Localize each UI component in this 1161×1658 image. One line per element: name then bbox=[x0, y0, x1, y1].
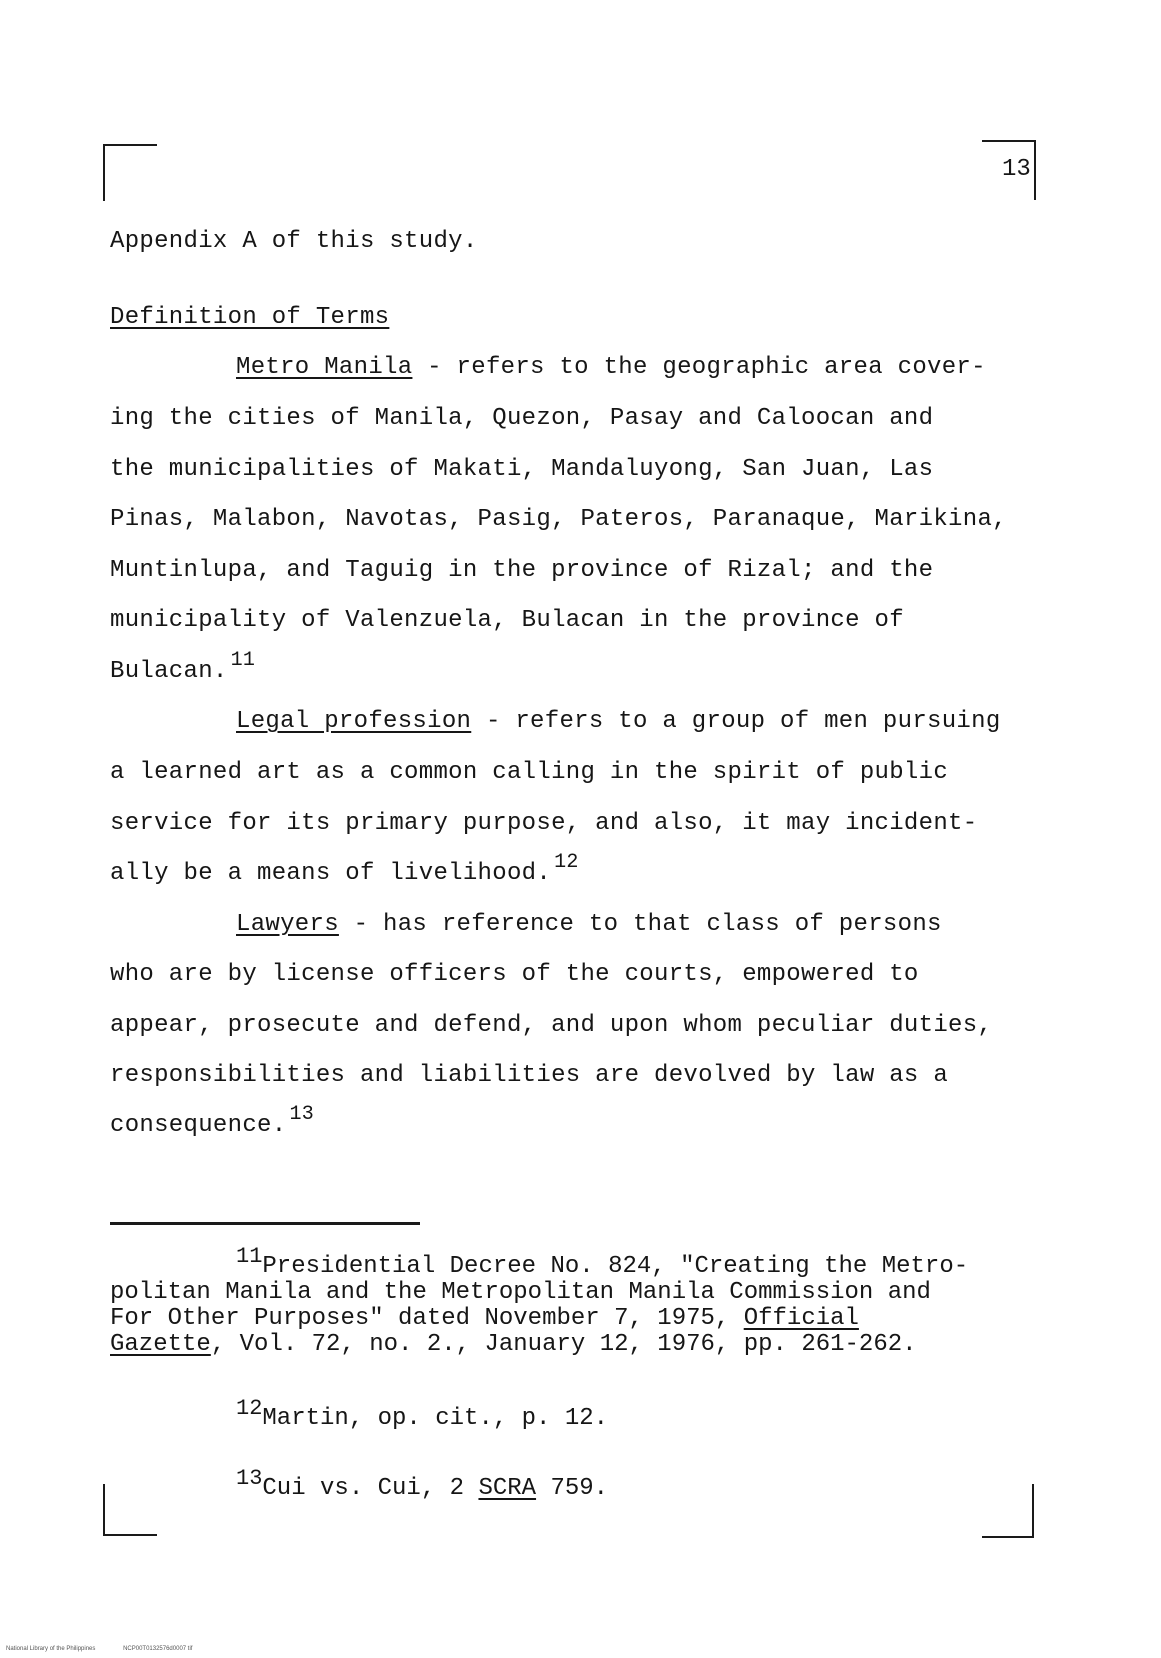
lawyers-line-5 bbox=[110, 1103, 315, 1139]
crop-mark-bottom-right bbox=[982, 1484, 1034, 1538]
metro-manila-line-5: Muntinlupa, and Taguig in the province of Rizal; and the bbox=[110, 557, 934, 584]
lawyers-line-3: appear, prosecute and defend, and upon whom peculiar duties, bbox=[110, 1012, 993, 1039]
footnote-11-text-1: Presidential Decree No. 824, "Creating the Metro- bbox=[262, 1253, 969, 1280]
footnote-12-number: 12 bbox=[236, 1396, 263, 1421]
legal-profession-line-3: service for its primary purpose, and also, it may incident- bbox=[110, 810, 978, 837]
metro-manila-text-7: Bulacan. bbox=[110, 658, 228, 685]
footnote-ref-12: 12 bbox=[554, 851, 579, 874]
lawyers-line-4: responsibilities and liabilities are devolved by law as a bbox=[110, 1062, 949, 1089]
legal-profession-text-4: ally be a means of livelihood. bbox=[110, 860, 552, 887]
metro-manila-text-1: - refers to the geographic area cover- bbox=[427, 354, 986, 381]
footnote-11-gazette: Gazette bbox=[110, 1331, 211, 1358]
footnote-13-text-a: Cui vs. Cui, 2 bbox=[262, 1475, 479, 1502]
footnote-11-text-3: For Other Purposes" dated November 7, 1975, bbox=[110, 1305, 744, 1332]
metro-manila-line-4: Pinas, Malabon, Navotas, Pasig, Pateros, Paranaque, Marikina, bbox=[110, 506, 1007, 533]
metro-manila-line-6: municipality of Valenzuela, Bulacan in the province of bbox=[110, 607, 904, 634]
opening-line: Appendix A of this study. bbox=[110, 228, 478, 255]
page-number: 13 bbox=[1002, 156, 1031, 183]
footnote-11-line-3 bbox=[110, 1306, 859, 1332]
metro-manila-line-2: ing the cities of Manila, Quezon, Pasay and Caloocan and bbox=[110, 405, 934, 432]
footnote-11-official: Official bbox=[743, 1305, 859, 1332]
footnote-11-number: 11 bbox=[236, 1244, 263, 1269]
footnote-13-number: 13 bbox=[236, 1466, 263, 1491]
term-lawyers: Lawyers bbox=[236, 911, 339, 938]
footnote-ref-13: 13 bbox=[289, 1103, 315, 1126]
crop-mark-top-left bbox=[103, 144, 157, 201]
lawyers-text-5: consequence. bbox=[110, 1112, 287, 1139]
footnote-ref-11: 11 bbox=[230, 649, 256, 672]
footnote-11-line-4 bbox=[110, 1332, 917, 1358]
footnote-13-text-b: 759. bbox=[536, 1475, 609, 1502]
scan-footer-library: National Library of the Philippines bbox=[6, 1646, 96, 1652]
metro-manila-line-1 bbox=[236, 354, 986, 381]
footnote-12 bbox=[236, 1396, 609, 1432]
scan-footer bbox=[6, 1646, 218, 1652]
footnote-11-line-2: politan Manila and the Metropolitan Manila Commission and bbox=[110, 1279, 931, 1306]
term-metro-manila: Metro Manila bbox=[236, 354, 413, 381]
metro-manila-line-7 bbox=[110, 649, 256, 685]
legal-profession-line-2: a learned art as a common calling in the spirit of public bbox=[110, 759, 949, 786]
lawyers-line-2: who are by license officers of the courts, empowered to bbox=[110, 961, 919, 988]
footnote-11-line-1 bbox=[236, 1244, 969, 1280]
footnote-13-scra: SCRA bbox=[478, 1475, 537, 1502]
scan-footer-code: NCP00T0132576d0007 tif bbox=[123, 1646, 193, 1652]
legal-profession-text-1: - refers to a group of men pursuing bbox=[485, 708, 1001, 735]
term-legal-profession: Legal profession bbox=[236, 708, 472, 735]
footnote-13 bbox=[236, 1466, 609, 1502]
metro-manila-line-3: the municipalities of Makati, Mandaluyong, San Juan, Las bbox=[110, 456, 934, 483]
section-heading: Definition of Terms bbox=[110, 304, 390, 331]
legal-profession-line-1 bbox=[236, 708, 1001, 735]
lawyers-line-1 bbox=[236, 911, 942, 938]
footnote-11-text-4: , Vol. 72, no. 2., January 12, 1976, pp. 261-262. bbox=[210, 1331, 917, 1358]
crop-mark-bottom-left bbox=[103, 1484, 157, 1536]
footnote-12-text: Martin, op. cit., p. 12. bbox=[262, 1405, 609, 1432]
footnote-separator bbox=[110, 1222, 420, 1225]
legal-profession-line-4 bbox=[110, 851, 579, 887]
lawyers-text-1: - has reference to that class of persons bbox=[353, 911, 942, 938]
